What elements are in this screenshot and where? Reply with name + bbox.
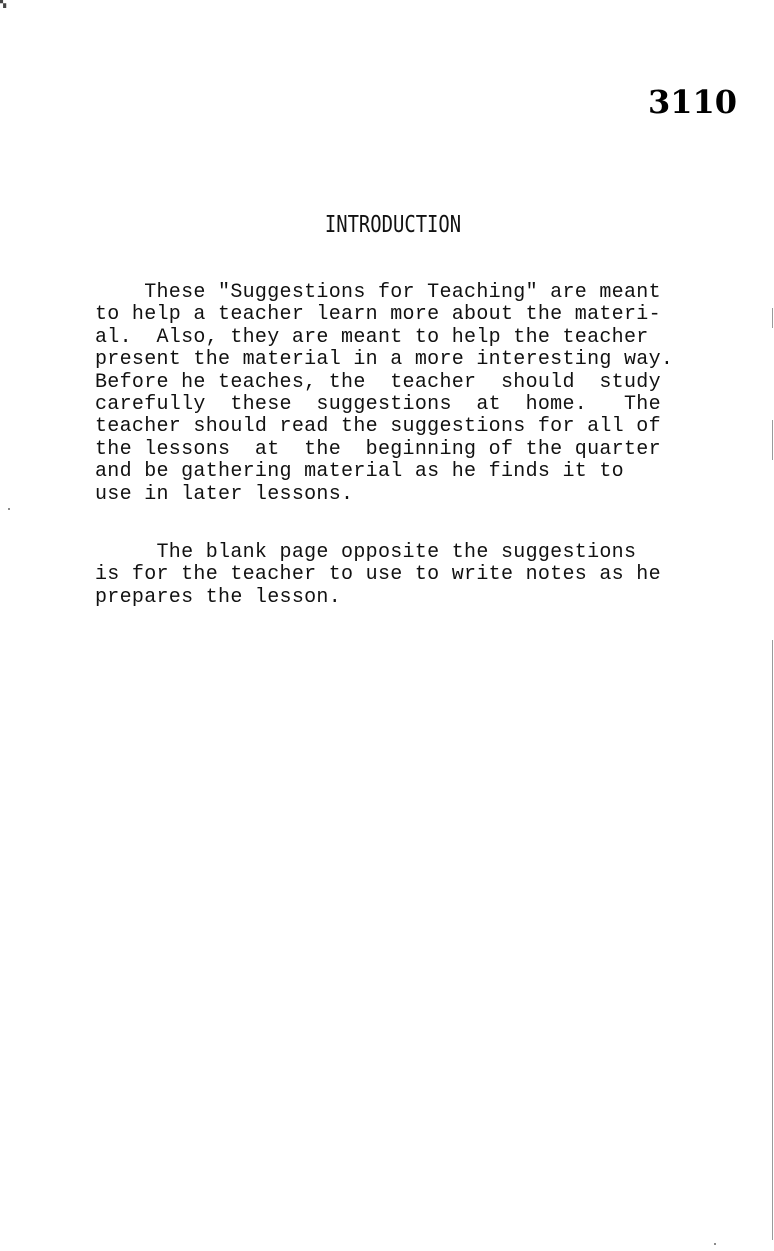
paragraph-line: and be gathering material as he finds it to — [95, 460, 624, 484]
paragraph-line: al. Also, they are meant to help the teacher — [95, 325, 649, 349]
paragraph-line: The blank page opposite the suggestions — [95, 541, 637, 564]
intro-paragraph-2 — [95, 542, 715, 609]
paragraph-line: use in later lessons. — [95, 482, 354, 506]
scan-edge-mark — [772, 308, 773, 328]
paragraph-line: teacher should read the suggestions for all of — [95, 415, 661, 439]
paragraph-line: is for the teacher to use to write notes as he — [95, 563, 661, 587]
paragraph-line: carefully these suggestions at home. The — [95, 392, 661, 416]
scan-speck — [714, 1243, 716, 1245]
paragraph-line: to help a teacher learn more about the materi- — [95, 303, 661, 327]
paragraph-line: These "Suggestions for Teaching" are meant — [95, 281, 661, 304]
paragraph-line: prepares the lesson. — [95, 585, 342, 609]
page-number: 3110 — [647, 83, 737, 121]
scan-edge-mark — [772, 640, 773, 1240]
intro-paragraph-1 — [95, 282, 715, 506]
paragraph-line: present the material in a more interesting way. — [95, 348, 674, 372]
scan-edge-mark — [772, 420, 773, 460]
scan-speck — [8, 508, 10, 510]
scan-corner-mark: ▚ — [0, 0, 7, 8]
paragraph-line: Before he teaches, the teacher should study — [95, 370, 661, 394]
paragraph-line: the lessons at the beginning of the quarter — [95, 437, 661, 461]
section-heading: INTRODUCTION — [324, 212, 462, 238]
